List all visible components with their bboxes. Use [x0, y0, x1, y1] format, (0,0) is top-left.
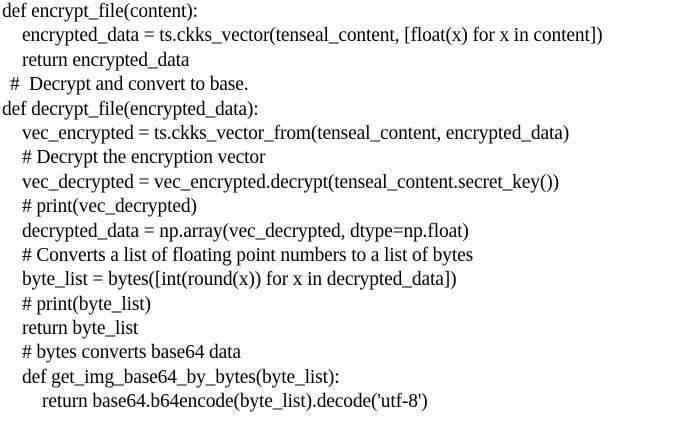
- code-line: def decrypt_file(encrypted_data):: [2, 98, 259, 120]
- code-listing: [2, 0, 602, 415]
- code-line: # Converts a list of floating point numbers to a list of bytes: [22, 244, 474, 266]
- code-line: return base64.b64encode(byte_list).decode('utf-8'): [42, 391, 428, 413]
- code-line: # Decrypt the encryption vector: [22, 147, 266, 169]
- code-line: # print(byte_list): [22, 293, 151, 315]
- code-line: encrypted_data = ts.ckks_vector(tenseal_content, [float(x) for x in content]): [22, 25, 603, 47]
- code-line: def get_img_base64_by_bytes(byte_list):: [22, 366, 340, 388]
- code-line: vec_decrypted = vec_encrypted.decrypt(tenseal_content.secret_key()): [22, 171, 559, 193]
- code-line: # Decrypt and convert to base.: [10, 74, 249, 96]
- code-line: def encrypt_file(content):: [2, 1, 198, 22]
- code-line: return encrypted_data: [22, 49, 190, 71]
- code-line: # print(vec_decrypted): [22, 196, 197, 218]
- code-line: return byte_list: [22, 318, 139, 340]
- code-line: byte_list = bytes([int(round(x)) for x in decrypted_data]): [22, 269, 457, 291]
- code-line: vec_encrypted = ts.ckks_vector_from(tenseal_content, encrypted_data): [22, 122, 570, 144]
- code-line: decrypted_data = np.array(vec_decrypted, dtype=np.float): [22, 220, 469, 242]
- code-line: # bytes converts base64 data: [22, 342, 241, 364]
